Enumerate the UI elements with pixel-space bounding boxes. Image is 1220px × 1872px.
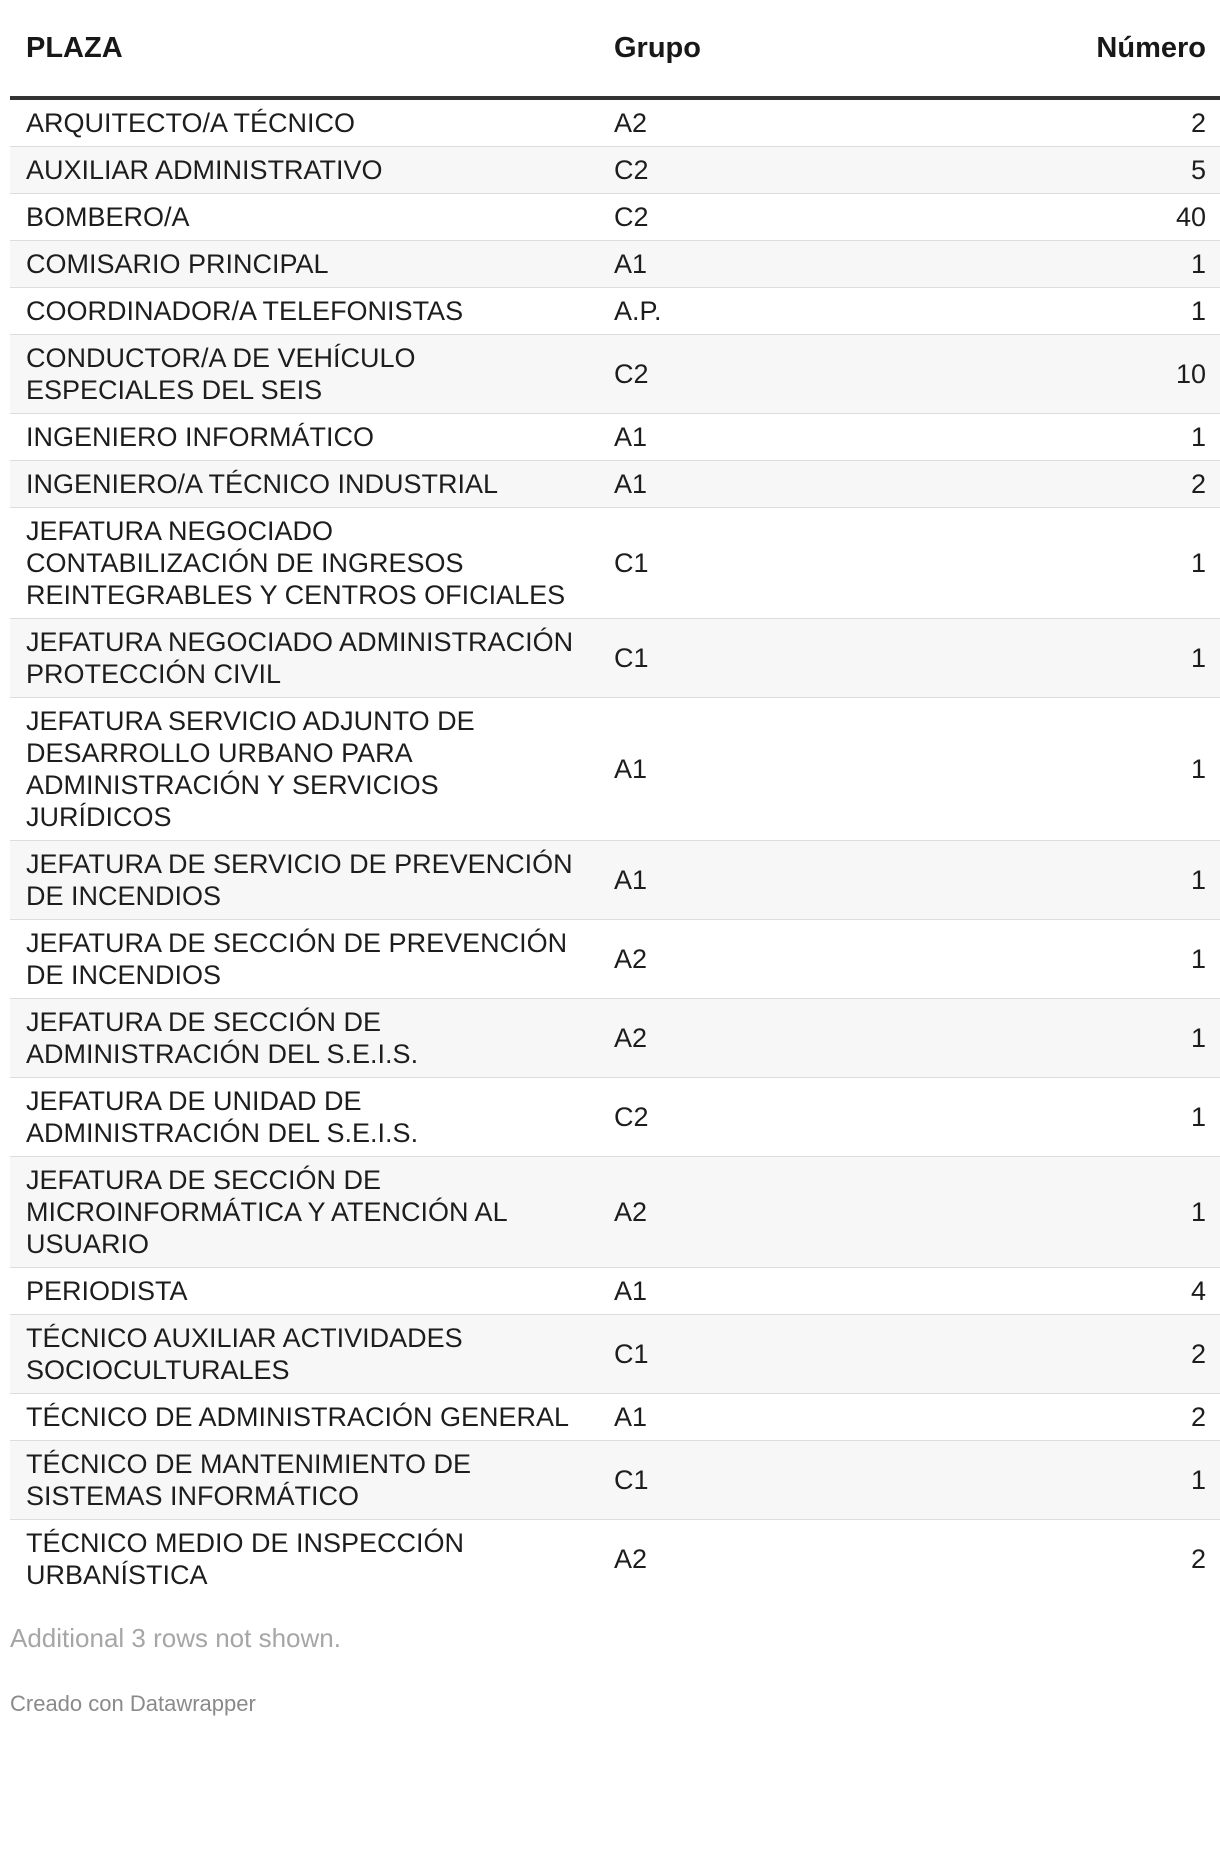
- table-row: [10, 841, 1220, 920]
- cell-plaza: JEFATURA NEGOCIADO CONTABILIZACIÓN DE INGRESOS REINTEGRABLES Y CENTROS OFICIALES: [10, 508, 598, 619]
- cell-grupo: A.P.: [598, 288, 918, 335]
- cell-grupo: A2: [598, 920, 918, 999]
- cell-grupo: A1: [598, 461, 918, 508]
- cell-numero: 1: [918, 841, 1220, 920]
- cell-plaza: JEFATURA SERVICIO ADJUNTO DE DESARROLLO URBANO PARA ADMINISTRACIÓN Y SERVICIOS JURÍDICOS: [10, 698, 598, 841]
- table-row: [10, 1315, 1220, 1394]
- table-row: [10, 1268, 1220, 1315]
- cell-numero: 10: [918, 335, 1220, 414]
- cell-numero: 1: [918, 999, 1220, 1078]
- cell-plaza: CONDUCTOR/A DE VEHÍCULO ESPECIALES DEL SEIS: [10, 335, 598, 414]
- table-row: [10, 1078, 1220, 1157]
- column-header-numero[interactable]: Número: [918, 0, 1220, 98]
- cell-plaza: INGENIERO INFORMÁTICO: [10, 414, 598, 461]
- cell-numero: 1: [918, 288, 1220, 335]
- plazas-table: [10, 0, 1220, 1598]
- cell-numero: 5: [918, 147, 1220, 194]
- table-row: [10, 1520, 1220, 1599]
- cell-numero: 1: [918, 698, 1220, 841]
- cell-plaza: ARQUITECTO/A TÉCNICO: [10, 98, 598, 147]
- cell-plaza: INGENIERO/A TÉCNICO INDUSTRIAL: [10, 461, 598, 508]
- cell-numero: 2: [918, 98, 1220, 147]
- cell-grupo: A2: [598, 999, 918, 1078]
- cell-plaza: BOMBERO/A: [10, 194, 598, 241]
- cell-grupo: A1: [598, 698, 918, 841]
- cell-numero: 1: [918, 414, 1220, 461]
- cell-plaza: TÉCNICO AUXILIAR ACTIVIDADES SOCIOCULTURALES: [10, 1315, 598, 1394]
- cell-grupo: C1: [598, 508, 918, 619]
- table-row: [10, 288, 1220, 335]
- cell-grupo: C2: [598, 1078, 918, 1157]
- cell-numero: 4: [918, 1268, 1220, 1315]
- cell-numero: 2: [918, 1315, 1220, 1394]
- table-row: [10, 414, 1220, 461]
- table-row: [10, 920, 1220, 999]
- cell-numero: 1: [918, 920, 1220, 999]
- cell-plaza: JEFATURA DE SERVICIO DE PREVENCIÓN DE INCENDIOS: [10, 841, 598, 920]
- table-row: [10, 698, 1220, 841]
- table-row: [10, 1157, 1220, 1268]
- cell-grupo: C2: [598, 335, 918, 414]
- cell-plaza: AUXILIAR ADMINISTRATIVO: [10, 147, 598, 194]
- cell-numero: 1: [918, 619, 1220, 698]
- table-row: [10, 147, 1220, 194]
- cell-plaza: COMISARIO PRINCIPAL: [10, 241, 598, 288]
- cell-grupo: A2: [598, 98, 918, 147]
- cell-plaza: JEFATURA DE SECCIÓN DE ADMINISTRACIÓN DEL S.E.I.S.: [10, 999, 598, 1078]
- cell-plaza: TÉCNICO DE ADMINISTRACIÓN GENERAL: [10, 1394, 598, 1441]
- cell-plaza: JEFATURA DE UNIDAD DE ADMINISTRACIÓN DEL S.E.I.S.: [10, 1078, 598, 1157]
- cell-plaza: TÉCNICO MEDIO DE INSPECCIÓN URBANÍSTICA: [26, 1528, 465, 1590]
- cell-grupo: A1: [598, 241, 918, 288]
- cell-numero: 1: [918, 1157, 1220, 1268]
- table-row: [10, 335, 1220, 414]
- cell-grupo: C1: [598, 619, 918, 698]
- cell-numero: 40: [918, 194, 1220, 241]
- cell-numero: 2: [918, 461, 1220, 508]
- cell-numero: 2: [1190, 1544, 1206, 1574]
- cell-grupo: A2: [598, 1157, 918, 1268]
- table-container: [10, 0, 1220, 1718]
- table-header: [10, 0, 1220, 98]
- table-body: [10, 98, 1220, 1598]
- table-row: [10, 98, 1220, 147]
- table-row: [10, 1441, 1220, 1520]
- cell-grupo: C2: [598, 194, 918, 241]
- column-header-plaza[interactable]: PLAZA: [10, 0, 598, 98]
- cell-numero: 1: [918, 1078, 1220, 1157]
- cell-grupo: A1: [598, 414, 918, 461]
- table-row: [10, 194, 1220, 241]
- cell-grupo: A1: [598, 1268, 918, 1315]
- cell-grupo: C1: [598, 1441, 918, 1520]
- rows-not-shown-note: Additional 3 rows not shown.: [10, 1623, 341, 1653]
- cell-grupo: A1: [598, 1394, 918, 1441]
- cell-numero: 2: [918, 1394, 1220, 1441]
- table-row: [10, 619, 1220, 698]
- datawrapper-credit[interactable]: Creado con Datawrapper: [10, 1691, 256, 1716]
- cell-numero: 1: [918, 508, 1220, 619]
- table-row: [10, 241, 1220, 288]
- cell-grupo: C2: [598, 147, 918, 194]
- header-row: [10, 0, 1220, 98]
- cell-plaza: COORDINADOR/A TELEFONISTAS: [10, 288, 598, 335]
- cell-plaza: PERIODISTA: [10, 1268, 598, 1315]
- table-row: [10, 999, 1220, 1078]
- table-row: [10, 508, 1220, 619]
- cell-plaza: JEFATURA NEGOCIADO ADMINISTRACIÓN PROTECCIÓN CIVIL: [10, 619, 598, 698]
- cell-grupo: A1: [598, 841, 918, 920]
- cell-numero: 1: [918, 241, 1220, 288]
- cell-plaza: JEFATURA DE SECCIÓN DE MICROINFORMÁTICA Y ATENCIÓN AL USUARIO: [10, 1157, 598, 1268]
- cell-numero: 1: [918, 1441, 1220, 1520]
- column-header-grupo[interactable]: Grupo: [598, 0, 918, 98]
- cell-plaza: JEFATURA DE SECCIÓN DE PREVENCIÓN DE INCENDIOS: [10, 920, 598, 999]
- cell-grupo: C1: [598, 1315, 918, 1394]
- cell-plaza: TÉCNICO DE MANTENIMIENTO DE SISTEMAS INFORMÁTICO: [10, 1441, 598, 1520]
- cell-grupo: A2: [614, 1544, 648, 1574]
- table-row: [10, 461, 1220, 508]
- table-row: [10, 1394, 1220, 1441]
